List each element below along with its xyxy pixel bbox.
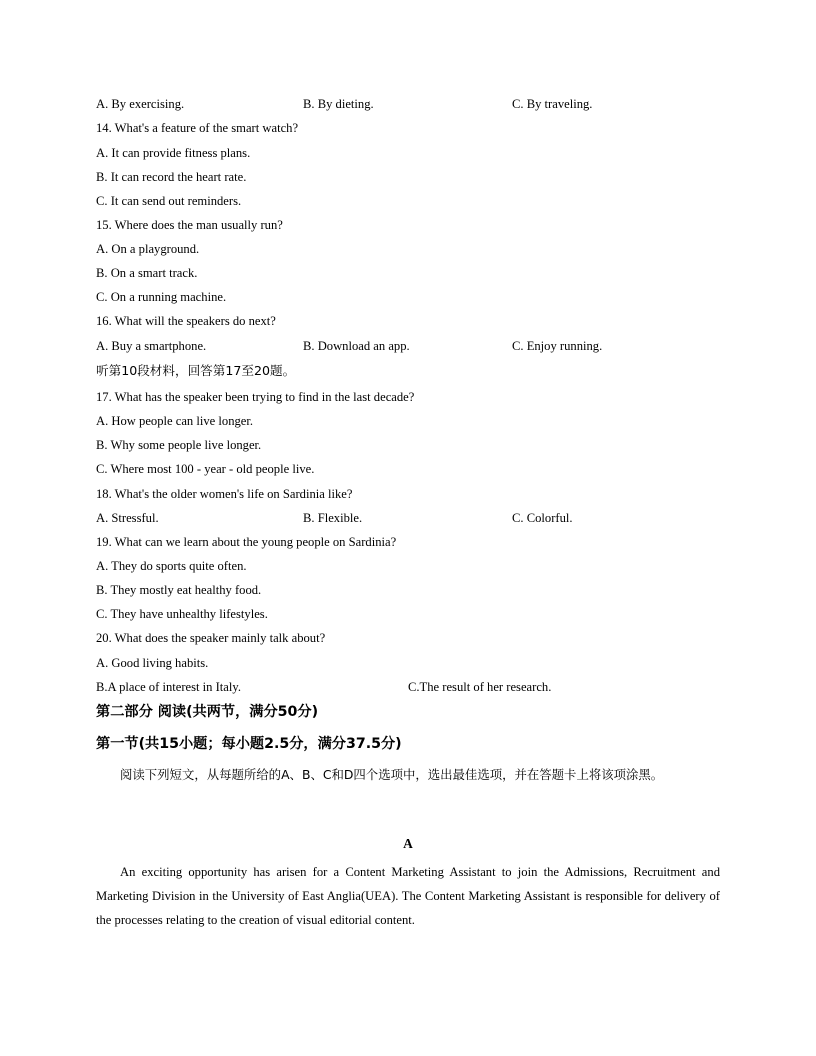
- q20-stem: 20. What does the speaker mainly talk about?: [96, 631, 326, 645]
- q17-option-c: C. Where most 100 - year - old people live.: [96, 462, 315, 476]
- q19-option-a: A. They do sports quite often.: [96, 559, 247, 573]
- q20-option-b: B.A place of interest in Italy.: [96, 680, 242, 694]
- q13-option-b: B. By dieting.: [303, 97, 374, 111]
- q20-option-a: A. Good living habits.: [96, 656, 209, 670]
- section10-instruction: 听第10段材料，回答第17至20题。: [96, 363, 296, 378]
- passage-a-text: An exciting opportunity has arisen for a Content Marketing Assistant to join the Admissions, Recruitment and Marketing Division in the University of East Anglia(UEA). The Content Marketing Assistant is responsible for delivery of the processes relating to the creation of visual editorial content.: [96, 865, 720, 927]
- q14-stem: 14. What's a feature of the smart watch?: [96, 121, 299, 135]
- q13-option-c: C. By traveling.: [512, 97, 593, 111]
- passage-a-title: A: [403, 836, 413, 851]
- q19-option-c: C. They have unhealthy lifestyles.: [96, 607, 268, 621]
- q13-option-a: A. By exercising.: [96, 97, 185, 111]
- q18-option-c: C. Colorful.: [512, 511, 573, 525]
- q18-option-b: B. Flexible.: [303, 511, 363, 525]
- part2-heading: 第二部分 阅读(共两节，满分50分): [96, 704, 319, 720]
- section1-heading: 第一节(共15小题；每小题2.5分，满分37.5分): [96, 736, 402, 752]
- q14-option-c: C. It can send out reminders.: [96, 194, 242, 208]
- q14-option-b: B. It can record the heart rate.: [96, 170, 247, 184]
- q16-option-a: A. Buy a smartphone.: [96, 339, 207, 353]
- q17-stem: 17. What has the speaker been trying to find in the last decade?: [96, 390, 415, 404]
- q18-option-a: A. Stressful.: [96, 511, 159, 525]
- q18-stem: 18. What's the older women's life on Sardinia like?: [96, 487, 353, 501]
- q19-option-b: B. They mostly eat healthy food.: [96, 583, 262, 597]
- q16-stem: 16. What will the speakers do next?: [96, 314, 276, 328]
- q17-option-a: A. How people can live longer.: [96, 414, 254, 428]
- q19-stem: 19. What can we learn about the young people on Sardinia?: [96, 535, 397, 549]
- q15-option-b: B. On a smart track.: [96, 266, 198, 280]
- reading-instruction: 阅读下列短文，从每题所给的A、B、C和D四个选项中，选出最佳选项，并在答题卡上将该项涂黑。: [120, 767, 664, 782]
- q14-option-a: A. It can provide fitness plans.: [96, 146, 251, 160]
- q15-stem: 15. Where does the man usually run?: [96, 218, 283, 232]
- q16-option-b: B. Download an app.: [303, 339, 410, 353]
- q15-option-c: C. On a running machine.: [96, 290, 227, 304]
- q17-option-b: B. Why some people live longer.: [96, 438, 262, 452]
- q16-option-c: C. Enjoy running.: [512, 339, 603, 353]
- q20-option-c: C.The result of her research.: [408, 680, 552, 694]
- q15-option-a: A. On a playground.: [96, 242, 200, 256]
